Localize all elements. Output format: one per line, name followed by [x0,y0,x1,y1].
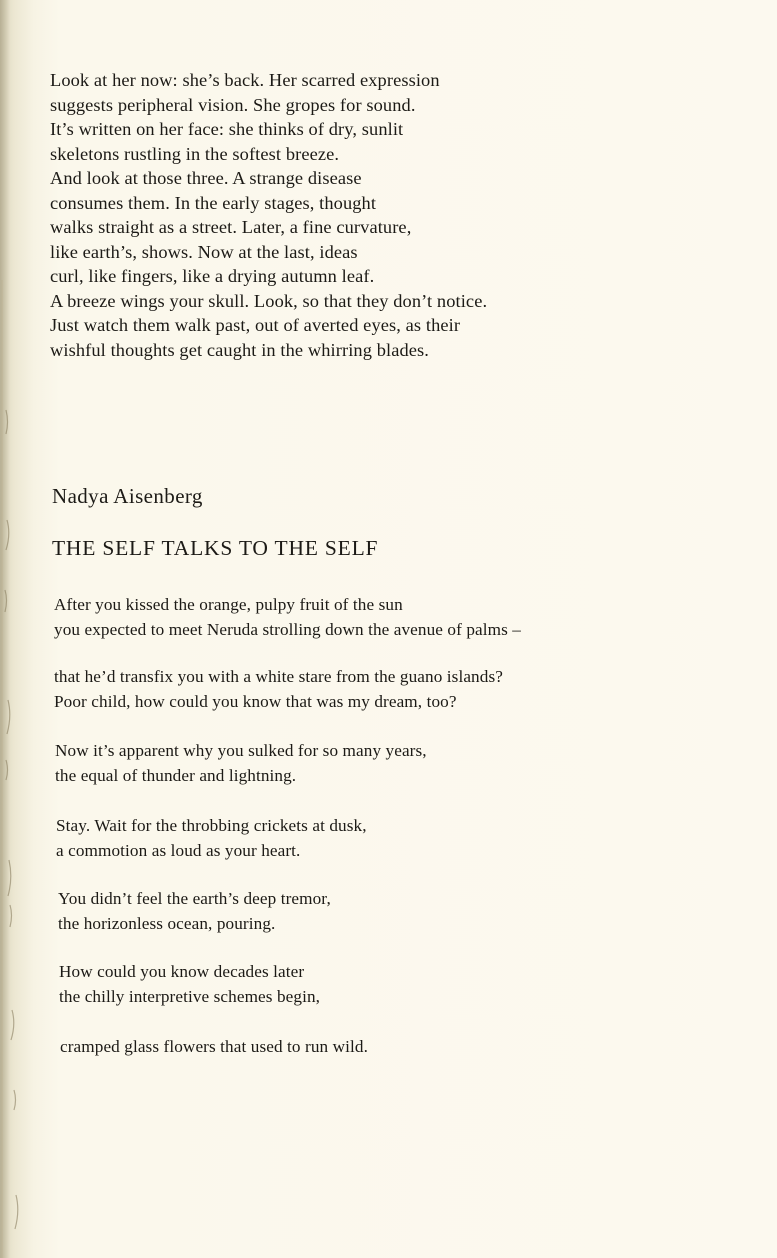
stanza-6-line-2: the chilly interpretive schemes begin, [59,987,321,1006]
stanza-5 [58,886,331,936]
poem-title: THE SELF TALKS TO THE SELF [52,536,379,560]
stanza-2-line-1: that he’d transfix you with a white stare from the guano islands? [54,667,503,686]
stanza-2 [54,664,503,714]
stanza-5-line-1: You didn’t feel the earth’s deep tremor, [58,889,331,908]
poem-1-line-11: Just watch them walk past, out of averted eyes, as their [50,315,461,335]
stanza-6 [59,959,320,1009]
poem-1-text [50,68,487,362]
poem-1-line-3: It’s written on her face: she thinks of dry, sunlit [50,119,404,139]
stanza-4-line-2: a commotion as loud as your heart. [56,841,301,860]
poem-1-line-10: A breeze wings your skull. Look, so that they don’t notice. [50,290,488,311]
stanza-3 [55,738,427,788]
poem-1-line-5: And look at those three. A strange disease [50,168,362,188]
stanza-2-line-2: Poor child, how could you know that was my dream, too? [54,692,457,711]
stanza-5-line-2: the horizonless ocean, pouring. [58,914,276,933]
stanza-7 [60,1034,368,1059]
poem-1-line-12: wishful thoughts get caught in the whirring blades. [50,339,429,360]
stanza-1 [54,592,521,642]
poem-1-line-1: Look at her now: she’s back. Her scarred expression [50,70,440,90]
stanza-4-line-1: Stay. Wait for the throbbing crickets at dusk, [56,816,367,835]
stanza-3-line-1: Now it’s apparent why you sulked for so many years, [55,741,427,760]
stanza-6-line-1: How could you know decades later [59,962,305,981]
stanza-7-line-1: cramped glass flowers that used to run wild. [60,1037,368,1056]
poem-1-line-2: suggests peripheral vision. She gropes for sound. [50,94,416,115]
stanza-1-line-2: you expected to meet Neruda strolling down the avenue of palms – [54,620,521,639]
poem-1-line-7: walks straight as a street. Later, a fine curvature, [50,217,412,237]
author-name: Nadya Aisenberg [52,484,203,508]
stanza-3-line-2: the equal of thunder and lightning. [55,766,297,785]
poem-1-line-6: consumes them. In the early stages, thought [50,192,377,213]
binding-thread-marks [0,0,22,1258]
poem-1-line-4: skeletons rustling in the softest breeze. [50,143,340,164]
poem-1-line-8: like earth’s, shows. Now at the last, ideas [50,241,358,262]
poem-1-line-9: curl, like fingers, like a drying autumn leaf. [50,266,375,286]
stanza-1-line-1: After you kissed the orange, pulpy fruit of the sun [54,595,403,614]
stanza-4 [56,813,367,863]
